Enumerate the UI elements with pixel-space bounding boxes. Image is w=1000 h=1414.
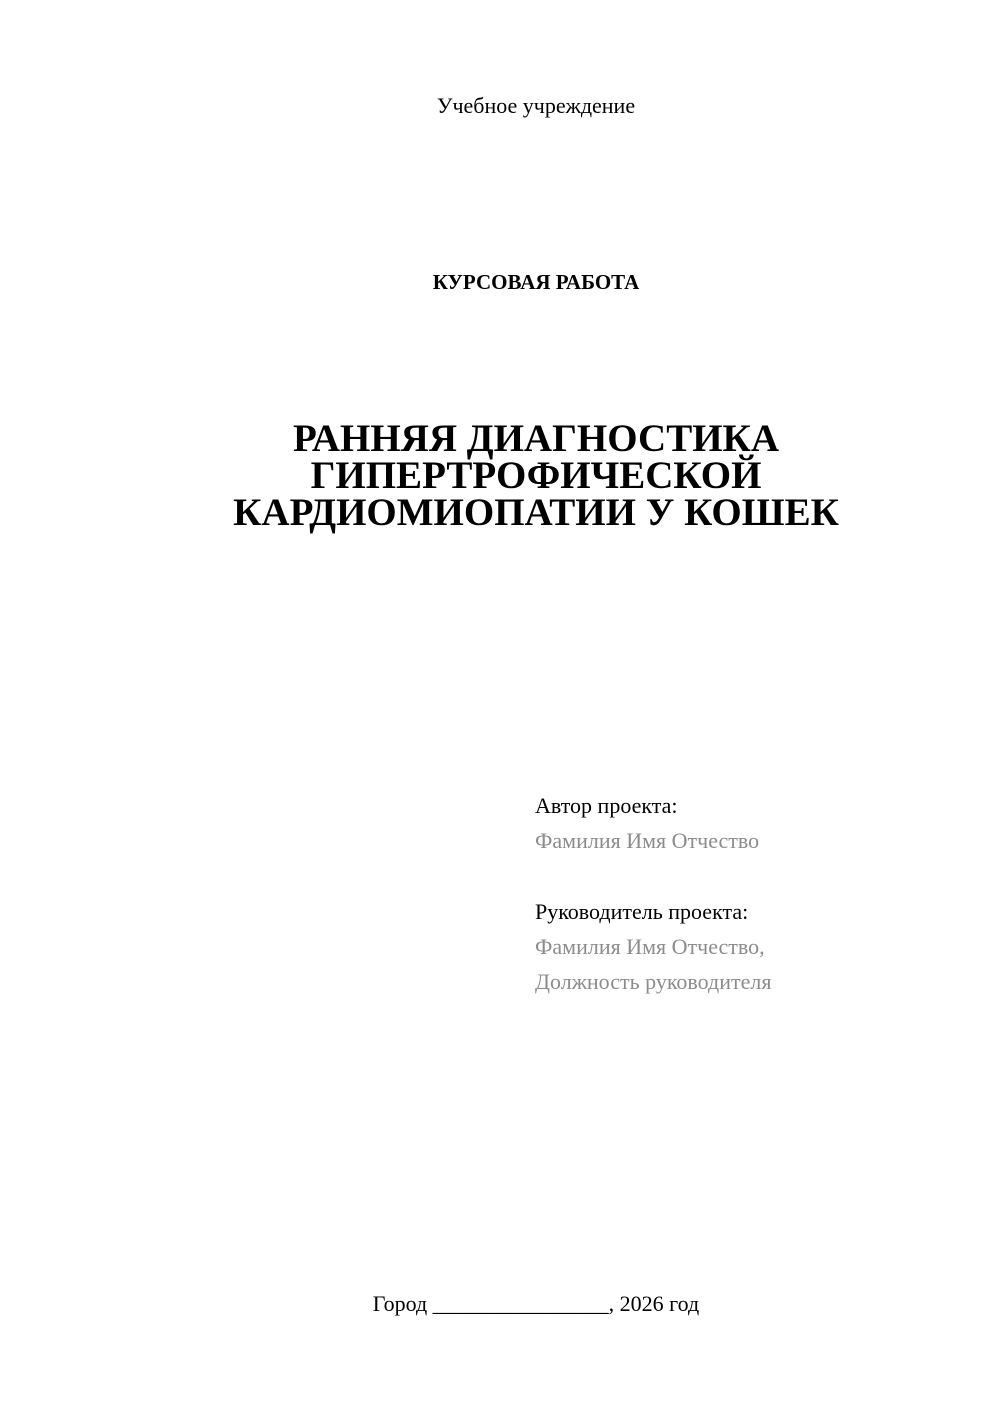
title-line-2: ГИПЕРТРОФИЧЕСКОЙ [310, 454, 762, 497]
author-label: Автор проекта: [535, 793, 678, 818]
institution-name: Учебное учреждение [436, 93, 636, 118]
supervisor-label: Руководитель проекта: [535, 899, 749, 924]
project-people-block [535, 788, 975, 999]
title-line-1: РАННЯЯ ДИАГНОСТИКА [293, 417, 779, 460]
document-title [0, 417, 1000, 534]
author-name: Фамилия Имя Отчество [535, 828, 760, 853]
city-year-line: Город ________________, 2026 год [372, 1291, 700, 1316]
supervisor-position: Должность руководителя [535, 969, 772, 994]
spacer [535, 858, 975, 894]
title-line-3: КАРДИОМИОПАТИИ У КОШЕК [233, 491, 839, 534]
supervisor-name: Фамилия Имя Отчество, [535, 934, 765, 959]
work-type-heading: КУРСОВАЯ РАБОТА [432, 270, 640, 294]
